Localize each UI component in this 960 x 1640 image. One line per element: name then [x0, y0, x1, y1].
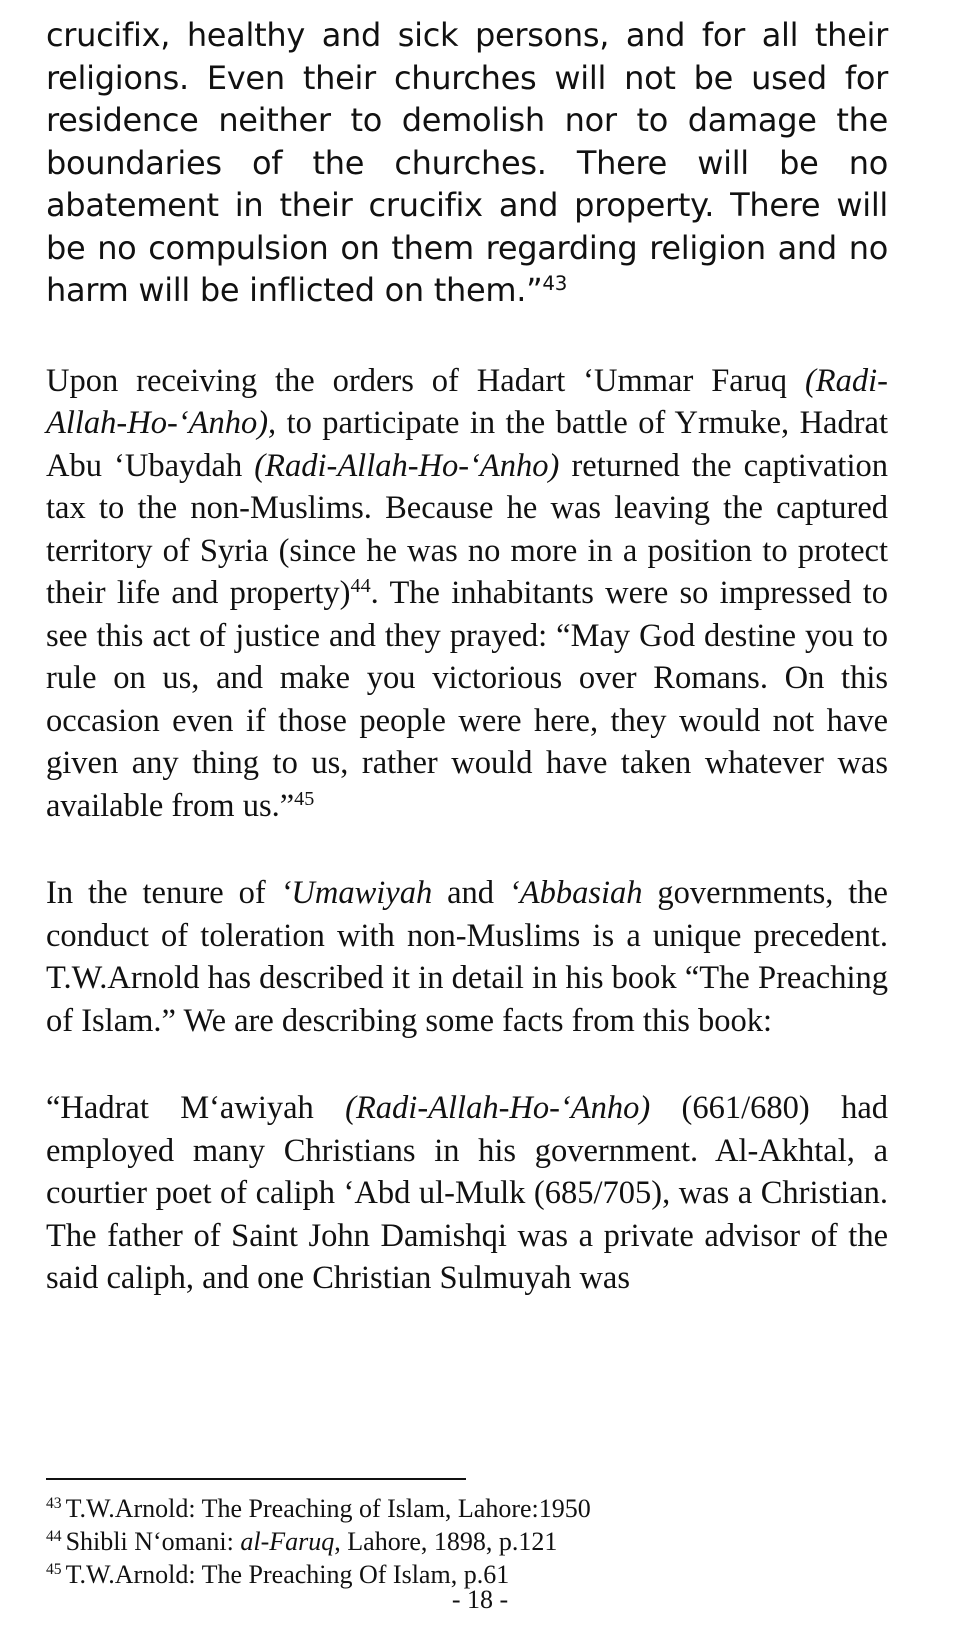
paragraph-3-text: governments, the conduct of toleration with non-Muslims is a unique precedent. T.W.Arnold has described it in detail in his book “The Preaching of Islam.” We are describing some facts from this book: [46, 875, 888, 1039]
footnote-text: T.W.Arnold: The Preaching of Islam, Lahore:1950 [65, 1494, 591, 1523]
footnote-44 [46, 1525, 888, 1558]
paragraph-1-text: crucifix, healthy and sick persons, and for all their religions. Even their churches will not be used for residence neither to demolish nor to damage the boundaries of the churches. There will be no abatement in their crucifix and property. There will be no compulsion on them regarding religion and no harm will be inflicted on them.” [46, 16, 888, 309]
footnote-number: 45 [46, 1560, 62, 1578]
paragraph-3-text: In the tenure of [46, 875, 281, 911]
footnote-ref-44: 44 [350, 574, 371, 597]
footnote-ref-43: 43 [542, 272, 568, 296]
paragraph-3 [46, 872, 888, 1042]
paragraph-1 [46, 14, 888, 312]
paragraph-3-text: and [432, 875, 509, 911]
paragraph-4 [46, 1087, 888, 1300]
paragraph-2-text: . The inhabitants were so impressed to see this act of justice and they prayed: “May God destine you to rule on us, and make you victorious over Romans. On this occasion even if those people were here, they would not have given any thing to us, rather would have taken whatever was available from us.” [46, 575, 888, 824]
page-number: - 18 - [451, 1585, 509, 1614]
paragraph-3-italic: ‘Umawiyah [280, 875, 433, 911]
footnote-italic: al-Faruq [240, 1527, 335, 1556]
paragraph-2-text: returned the captivation tax to the non-Muslims. Because he was leaving the captured territory of Syria (since he was no more in a position to protect their life and property) [46, 447, 888, 611]
footnote-number: 44 [46, 1527, 62, 1545]
footnote-number: 43 [46, 1494, 62, 1512]
footnote-43 [46, 1492, 888, 1525]
footnote-divider [46, 1478, 466, 1480]
paragraph-2-text: to participate in the battle of Yrmuke, Hadrat Abu ‘Ubaydah [46, 405, 888, 484]
page-body [46, 14, 888, 1300]
footnote-text: , Lahore, 1898, p.121 [334, 1527, 558, 1556]
paragraph-4-text: (661/680) had employed many Christians in his government. Al-Akhtal, a courtier poet of caliph ‘Abd ul-Mulk (685/705), was a Christian. The father of Saint John Damishqi was a private advisor of the said caliph, and one Christian Sulmuyah was [46, 1090, 888, 1296]
paragraph-2-italic: (Radi-Allah-Ho-‘Anho), [46, 362, 888, 441]
paragraph-2-text: Upon receiving the orders of Hadart ‘Ummar Faruq [46, 362, 805, 399]
paragraph-2-italic: (Radi-Allah-Ho-‘Anho) [254, 447, 560, 484]
footnote-text: Shibli N‘omani: [65, 1527, 241, 1556]
paragraph-4-italic: (Radi-Allah-Ho-‘Anho) [345, 1090, 651, 1126]
paragraph-3-italic: ‘Abbasiah [508, 875, 643, 911]
footnote-ref-45: 45 [294, 787, 315, 810]
footnote-text: T.W.Arnold: The Preaching Of Islam, p.61 [65, 1560, 510, 1589]
paragraph-4-text: “Hadrat M‘awiyah [46, 1090, 346, 1126]
paragraph-2 [46, 360, 888, 828]
footnotes [46, 1492, 888, 1591]
